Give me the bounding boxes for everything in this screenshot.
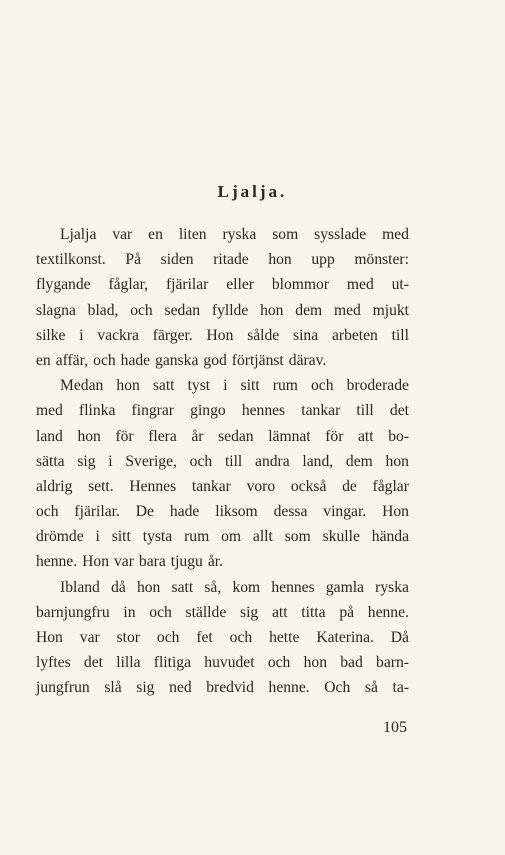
word: flygande — [36, 276, 91, 294]
word: titta — [301, 603, 326, 621]
word: var — [79, 629, 100, 646]
word: fet — [196, 629, 213, 646]
word: så, — [204, 578, 222, 596]
word: bara — [138, 553, 166, 571]
word: Ibland — [60, 578, 100, 596]
word: huvudet — [204, 654, 255, 672]
word: för — [325, 427, 344, 445]
word: sig — [240, 603, 259, 621]
word: sysslade — [314, 226, 367, 243]
text-line — [36, 398, 409, 423]
word: flera — [148, 427, 177, 445]
word: bredvid — [206, 679, 254, 697]
word: färger. — [152, 326, 193, 344]
word: aldrig — [36, 477, 73, 495]
word: och — [189, 452, 213, 470]
word: voro — [246, 477, 276, 495]
word: hon — [303, 654, 327, 672]
word: tysta — [142, 528, 173, 546]
word: Och — [324, 679, 351, 697]
word: ryska — [375, 578, 409, 596]
chapter-title: Ljalja. — [217, 182, 288, 201]
word: gingo — [190, 402, 226, 420]
word: Sverige, — [125, 452, 177, 470]
word: till — [356, 402, 374, 420]
word: På — [125, 251, 141, 269]
text-line — [36, 675, 409, 700]
word: tjugu — [170, 553, 203, 571]
word: textilkonst. — [36, 251, 106, 269]
word: sålde — [247, 326, 280, 344]
word: flitiga — [153, 654, 192, 672]
word: fyllde — [211, 301, 249, 319]
word: land — [36, 427, 63, 445]
word: till — [224, 452, 243, 470]
word: arbeten — [331, 326, 378, 344]
word: barnjungfru — [36, 603, 110, 621]
word: rum — [272, 377, 298, 395]
word: sig — [136, 679, 155, 697]
word: henne. — [367, 603, 409, 621]
word: rum — [184, 528, 210, 546]
word: hette — [269, 629, 300, 646]
word: fjärilar — [165, 276, 209, 294]
word: siden — [160, 251, 194, 269]
word: ta- — [392, 679, 409, 697]
word: fingrar — [131, 402, 174, 420]
word: Hon — [36, 629, 63, 646]
word: och — [93, 351, 116, 369]
text-line — [36, 549, 409, 574]
text-line — [36, 524, 409, 549]
word: hennes — [271, 578, 315, 596]
word: jungfrun — [36, 679, 90, 697]
word: med — [346, 276, 374, 294]
text-line — [36, 272, 409, 297]
word: ställde — [185, 603, 227, 621]
text-line — [36, 222, 409, 247]
word: hade — [120, 351, 151, 369]
word: allt — [252, 528, 273, 546]
word: ritade — [213, 251, 249, 269]
word: de — [342, 477, 357, 495]
word: i — [95, 528, 100, 546]
word: dem — [295, 301, 323, 319]
text-line — [36, 424, 409, 449]
word: hon — [77, 427, 101, 445]
word: eller — [226, 276, 254, 294]
word: sedan — [164, 301, 201, 319]
word: mönster: — [354, 251, 409, 269]
word: vackra — [97, 326, 139, 344]
word: bad — [340, 654, 363, 672]
page-number: 105 — [383, 719, 407, 736]
word: barn- — [376, 654, 409, 672]
body-text — [36, 222, 409, 701]
word: sitt — [111, 528, 131, 546]
word: det — [389, 402, 409, 420]
word: om — [221, 528, 242, 546]
word: hon — [385, 452, 409, 470]
word: sätta — [36, 452, 65, 470]
word: hon — [260, 301, 284, 319]
word: vingar. — [323, 503, 367, 521]
word: sett. — [88, 477, 114, 495]
word: De — [135, 503, 154, 521]
word: var — [114, 553, 134, 571]
word: ned — [169, 679, 192, 697]
word: satt — [171, 578, 194, 596]
word: flinka — [79, 402, 116, 420]
word: Då — [390, 629, 409, 646]
word: henne. — [268, 679, 310, 697]
word: blad, — [87, 301, 119, 319]
word: år — [191, 427, 204, 445]
word: sitt — [240, 377, 260, 395]
word: dessa — [273, 503, 308, 521]
text-line — [36, 625, 409, 650]
word: och — [130, 301, 153, 319]
word: gamla — [325, 578, 364, 596]
word: Hon — [82, 553, 109, 571]
text-line — [36, 650, 409, 675]
word: skulle — [322, 528, 360, 546]
word: liten — [178, 226, 207, 243]
word: fjärilar. — [74, 503, 120, 521]
text-line — [36, 499, 409, 524]
word: i — [223, 377, 228, 395]
word: Hon — [382, 503, 409, 521]
word: blommor — [271, 276, 330, 294]
word: Hon — [206, 326, 234, 344]
word: satt — [152, 377, 175, 395]
word: så — [364, 679, 378, 697]
word: förtjänst — [231, 351, 284, 369]
word: i — [108, 452, 113, 470]
word: Katerina. — [316, 629, 374, 646]
word: år. — [207, 553, 223, 571]
word: stor — [116, 629, 140, 646]
word: hade — [169, 503, 200, 521]
word: en — [36, 351, 51, 369]
word: tankar — [191, 477, 231, 495]
word: för — [115, 427, 134, 445]
word: som — [272, 226, 299, 243]
text-line — [36, 575, 409, 600]
text-line — [36, 348, 409, 373]
word: lämnat — [268, 427, 311, 445]
text-line — [36, 449, 409, 474]
word: Ljalja — [60, 226, 97, 243]
text-line — [36, 323, 409, 348]
word: henne. — [36, 553, 78, 571]
text-line — [36, 373, 409, 398]
word: Medan — [60, 377, 104, 395]
word: hon — [116, 377, 140, 395]
word: sedan — [218, 427, 254, 445]
word: till — [391, 326, 409, 344]
word: sina — [293, 326, 319, 344]
word: land, — [302, 452, 334, 470]
word: en — [148, 226, 163, 243]
word: då — [111, 578, 126, 596]
word: andra — [255, 452, 290, 470]
word: med — [382, 226, 409, 243]
word: Hennes — [129, 477, 177, 495]
word: tankar — [301, 402, 341, 420]
text-line — [36, 247, 409, 272]
word: lilla — [116, 654, 141, 672]
word: och — [149, 603, 172, 621]
word: och — [229, 629, 253, 646]
word: det — [83, 654, 103, 672]
word: som — [284, 528, 311, 546]
text-line — [36, 474, 409, 499]
word: bo- — [388, 427, 409, 445]
word: på — [339, 603, 355, 621]
word: sig — [77, 452, 96, 470]
word: god — [203, 351, 227, 369]
word: i — [79, 326, 84, 344]
word: liksom — [215, 503, 258, 521]
word: lyftes — [36, 654, 71, 672]
word: tyst — [187, 377, 211, 395]
word: med — [36, 402, 63, 420]
word: slå — [104, 679, 122, 697]
word: fåglar, — [108, 276, 149, 294]
word: dem — [345, 452, 373, 470]
word: och — [36, 503, 59, 521]
word: drömde — [36, 528, 84, 546]
word: och — [156, 629, 180, 646]
word: hon — [268, 251, 292, 269]
word: och — [310, 377, 334, 395]
word: silke — [36, 326, 66, 344]
word: hennes — [241, 402, 286, 420]
word: att — [271, 603, 288, 621]
word: var — [112, 226, 133, 243]
word: också — [290, 477, 327, 495]
word: ut- — [391, 276, 409, 294]
word: därav. — [288, 351, 327, 369]
text-line — [36, 298, 409, 323]
word: kom — [232, 578, 261, 596]
word: ryska — [222, 226, 257, 243]
word: och — [267, 654, 291, 672]
word: med — [333, 301, 361, 319]
word: hon — [136, 578, 161, 596]
word: affär, — [55, 351, 89, 369]
word: upp — [311, 251, 335, 269]
text-line — [36, 600, 409, 625]
word: ganska — [155, 351, 199, 369]
word: att — [358, 427, 374, 445]
word: hända — [371, 528, 409, 546]
word: broderade — [346, 377, 409, 395]
word: slagna — [36, 301, 76, 319]
word: fåglar — [372, 477, 409, 495]
word: in — [123, 603, 136, 621]
word: mjukt — [372, 301, 409, 319]
